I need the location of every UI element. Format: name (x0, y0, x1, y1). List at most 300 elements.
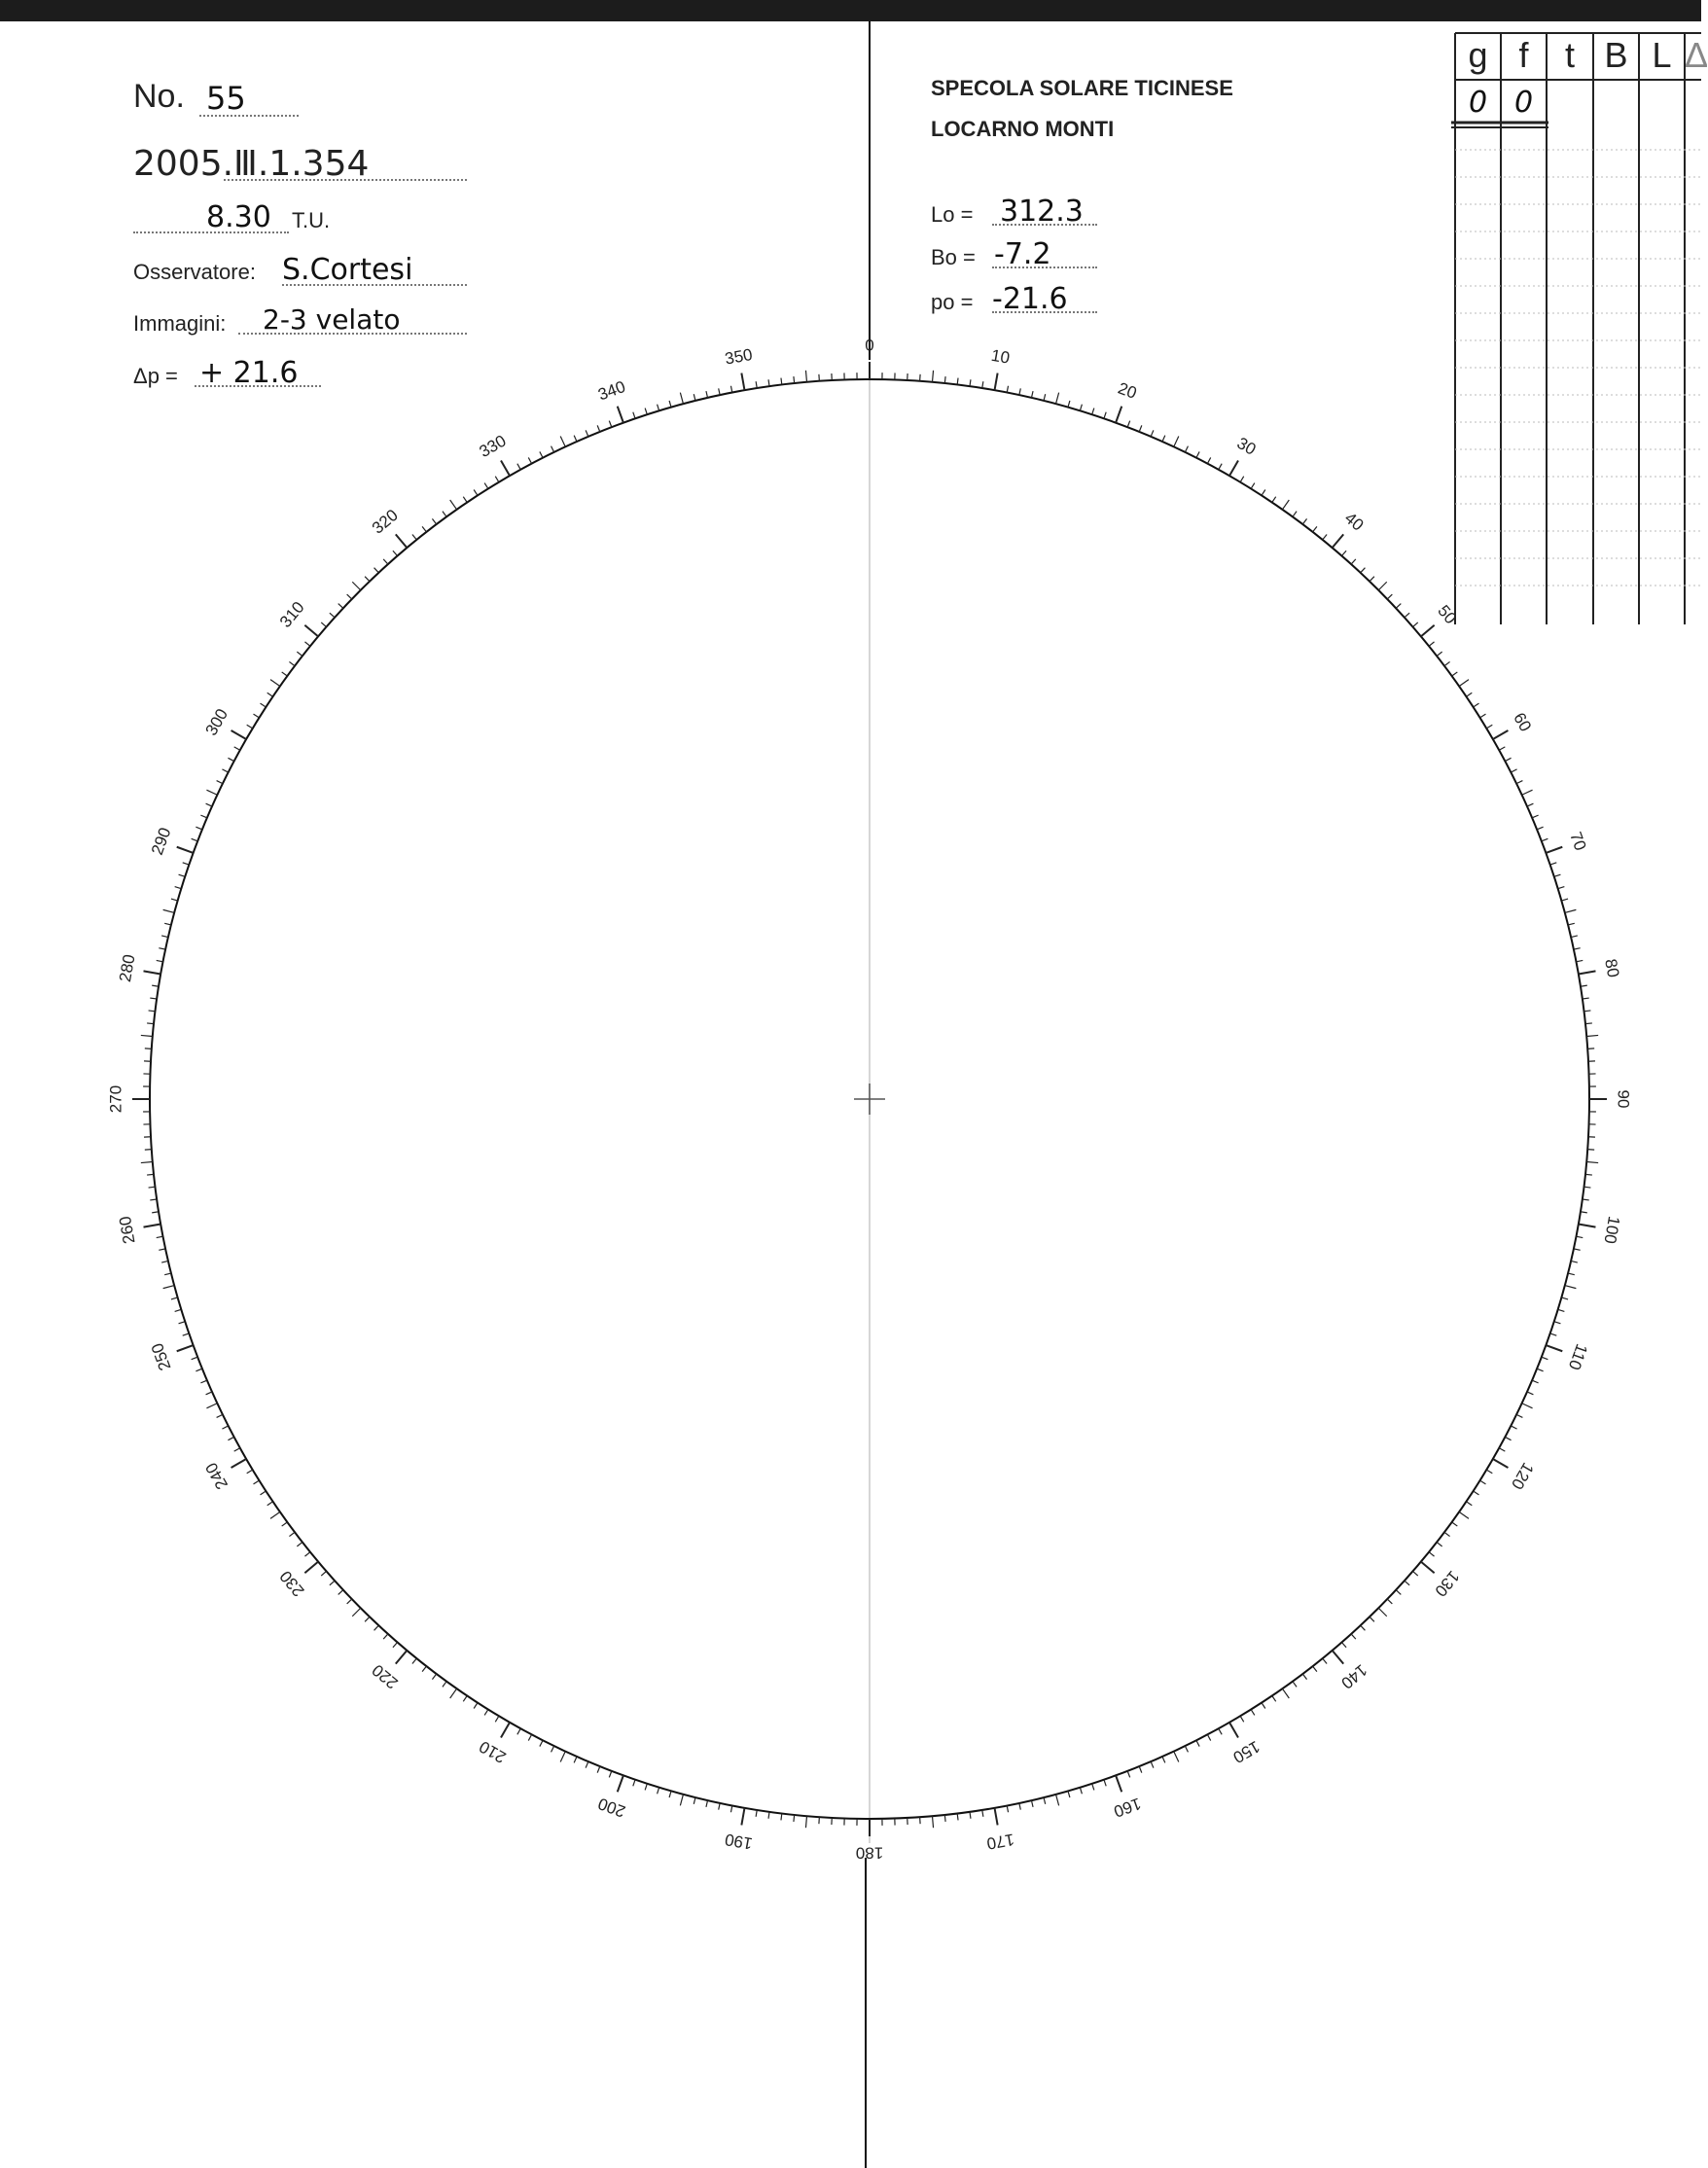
tick-95 (1586, 1161, 1598, 1162)
tick-97 (1583, 1187, 1590, 1188)
tick-332 (528, 457, 531, 463)
tick-98 (1583, 1199, 1589, 1200)
tick-51 (1429, 642, 1434, 646)
l0-value: 312.3 (1000, 195, 1084, 229)
tick-37 (1302, 518, 1306, 524)
tick-240 (231, 1459, 247, 1468)
delta-p-label: Δp = (133, 364, 178, 388)
time-unit-label: T.U. (292, 208, 331, 232)
tick-159 (1127, 1771, 1130, 1778)
tick-77 (1571, 936, 1578, 938)
tick-320 (396, 534, 408, 548)
tick-153 (1196, 1740, 1199, 1746)
tick-278 (150, 998, 157, 999)
tick-244 (217, 1414, 223, 1417)
dial-label-210: 210 (476, 1736, 510, 1767)
tick-118 (1505, 1437, 1511, 1439)
tick-264 (147, 1174, 154, 1175)
b0-label: Bo = (931, 245, 976, 269)
tick-151 (1219, 1728, 1222, 1734)
tick-322 (422, 526, 426, 532)
tick-196 (669, 1791, 671, 1797)
tick-152 (1207, 1734, 1210, 1740)
tick-234 (282, 1522, 288, 1526)
tick-283 (161, 936, 168, 938)
tick-28 (1207, 457, 1210, 463)
tick-43 (1361, 568, 1366, 573)
tick-193 (706, 1800, 708, 1807)
tick-231 (304, 1552, 309, 1556)
tick-290 (177, 847, 194, 853)
tick-279 (152, 985, 159, 986)
tick-55 (1459, 680, 1469, 687)
tick-157 (1151, 1761, 1154, 1767)
tick-27 (1196, 451, 1199, 457)
tick-300 (231, 730, 247, 739)
tick-84 (1585, 1023, 1592, 1024)
tick-246 (206, 1392, 212, 1395)
tick-351 (756, 381, 757, 388)
observer-value: S.Cortesi (282, 253, 413, 287)
tick-314 (347, 594, 352, 599)
tick-128 (1437, 1543, 1442, 1546)
tick-106 (1561, 1297, 1568, 1299)
tick-45 (1378, 582, 1386, 589)
tick-292 (196, 827, 201, 830)
images-label: Immagini: (133, 311, 227, 336)
tick-5 (932, 371, 933, 382)
tick-54 (1452, 672, 1458, 676)
tick-281 (157, 960, 163, 961)
tick-327 (474, 490, 478, 496)
tick-187 (781, 1813, 782, 1820)
tick-85 (1586, 1035, 1598, 1036)
tick-223 (374, 1625, 379, 1630)
tick-10 (994, 373, 997, 391)
tick-83 (1583, 1011, 1590, 1012)
table-header-delta: Δ (1685, 35, 1708, 75)
tick-14 (1044, 394, 1046, 401)
tick-249 (192, 1357, 198, 1360)
tick-46 (1387, 594, 1392, 599)
dial-label-230: 230 (275, 1567, 308, 1601)
tick-245 (206, 1404, 217, 1408)
tick-110 (1546, 1345, 1562, 1351)
tick-321 (412, 534, 416, 539)
dial-label-340: 340 (595, 376, 628, 405)
dial-label-270: 270 (106, 1084, 125, 1114)
tick-308 (297, 652, 302, 656)
tick-103 (1571, 1261, 1578, 1262)
tick-338 (597, 425, 600, 431)
tick-127 (1444, 1532, 1450, 1536)
tick-76 (1568, 923, 1575, 925)
tick-248 (196, 1368, 201, 1371)
tick-207 (540, 1740, 543, 1746)
tick-295 (206, 790, 217, 795)
tick-136 (1370, 1617, 1374, 1621)
delta-p-value: + 21.6 (199, 356, 299, 390)
tick-252 (179, 1322, 186, 1324)
tick-318 (383, 559, 388, 564)
tick-120 (1493, 1459, 1509, 1468)
tick-6 (944, 376, 945, 383)
tick-209 (517, 1728, 520, 1734)
images-value: 2-3 velato (263, 303, 401, 336)
tick-32 (1251, 483, 1255, 489)
tick-107 (1558, 1309, 1565, 1311)
tick-256 (164, 1273, 171, 1275)
tick-313 (338, 604, 343, 609)
dial-label-350: 350 (723, 344, 755, 369)
tick-67 (1532, 815, 1538, 818)
tick-50 (1421, 625, 1435, 637)
tick-116 (1516, 1414, 1522, 1417)
tick-225 (352, 1608, 360, 1616)
tick-242 (228, 1437, 233, 1439)
tick-137 (1361, 1625, 1366, 1630)
tick-228 (330, 1581, 335, 1585)
tick-70 (1546, 847, 1562, 853)
tick-251 (183, 1333, 190, 1335)
tick-41 (1341, 551, 1346, 555)
tick-263 (149, 1187, 156, 1188)
tick-185 (805, 1816, 806, 1828)
tick-65 (1522, 790, 1533, 795)
p0-value: -21.6 (992, 282, 1068, 316)
tick-138 (1351, 1634, 1356, 1639)
tick-154 (1185, 1746, 1188, 1752)
tick-7 (957, 378, 958, 385)
tick-204 (574, 1757, 577, 1762)
tick-119 (1499, 1448, 1505, 1451)
tick-80 (1579, 971, 1596, 974)
tick-298 (228, 758, 233, 761)
tick-31 (1240, 477, 1244, 482)
tick-355 (805, 371, 806, 382)
tick-34 (1272, 497, 1276, 503)
tick-99 (1581, 1212, 1587, 1213)
tick-126 (1452, 1522, 1458, 1526)
tick-238 (254, 1480, 260, 1484)
tick-250 (177, 1345, 194, 1351)
dial-label-120: 120 (1507, 1459, 1538, 1493)
tick-195 (680, 1795, 683, 1806)
tick-261 (152, 1212, 159, 1213)
tick-108 (1554, 1322, 1561, 1324)
tick-15 (1056, 393, 1059, 405)
date-value: 2005.Ⅲ.1.354 (133, 144, 370, 184)
tick-175 (932, 1816, 933, 1828)
tick-115 (1522, 1404, 1533, 1408)
p0-label: po = (931, 290, 974, 314)
tick-75 (1565, 909, 1577, 912)
tick-57 (1474, 703, 1479, 707)
dial-label-60: 60 (1510, 709, 1536, 735)
tick-160 (1116, 1775, 1121, 1792)
tick-253 (175, 1309, 182, 1311)
dial-label-110: 110 (1564, 1341, 1591, 1373)
tick-47 (1396, 604, 1401, 609)
tick-198 (645, 1784, 647, 1791)
dial-label-250: 250 (147, 1340, 175, 1373)
tick-25 (1174, 436, 1179, 446)
tick-56 (1466, 693, 1472, 696)
tick-277 (149, 1011, 156, 1012)
tick-199 (633, 1780, 635, 1787)
tick-19 (1104, 412, 1106, 419)
tick-104 (1568, 1273, 1575, 1275)
tick-189 (756, 1810, 757, 1817)
tick-17 (1080, 405, 1082, 411)
table-header-l: L (1652, 35, 1672, 75)
tick-307 (289, 661, 295, 665)
tick-247 (200, 1380, 206, 1383)
tick-158 (1139, 1766, 1142, 1772)
tick-333 (540, 451, 543, 457)
tick-239 (247, 1470, 253, 1474)
tick-265 (141, 1161, 153, 1162)
tick-173 (957, 1813, 958, 1820)
tick-221 (393, 1642, 398, 1647)
tick-220 (396, 1651, 408, 1664)
tick-337 (586, 430, 588, 436)
tick-282 (159, 948, 165, 949)
tick-30 (1229, 461, 1238, 477)
tick-235 (270, 1511, 280, 1518)
tick-164 (1068, 1791, 1070, 1797)
tick-299 (234, 747, 240, 750)
tick-208 (528, 1734, 531, 1740)
tick-68 (1537, 827, 1543, 830)
tick-275 (141, 1035, 153, 1036)
tick-44 (1370, 577, 1374, 582)
tick-66 (1527, 803, 1533, 806)
dial-label-330: 330 (476, 431, 510, 462)
tick-78 (1574, 948, 1581, 949)
dial-label-70: 70 (1566, 829, 1590, 854)
dial-label-260: 260 (115, 1214, 139, 1246)
tick-241 (234, 1448, 240, 1451)
tick-33 (1262, 490, 1265, 496)
tick-163 (1080, 1788, 1082, 1795)
tick-340 (618, 407, 623, 423)
tick-222 (383, 1634, 388, 1639)
dial-label-50: 50 (1434, 601, 1461, 628)
tick-188 (768, 1812, 769, 1819)
tick-161 (1104, 1780, 1106, 1787)
tick-63 (1511, 769, 1516, 772)
tick-350 (741, 373, 744, 391)
tick-69 (1542, 838, 1548, 841)
tick-147 (1262, 1703, 1265, 1709)
tick-331 (517, 464, 520, 470)
tick-22 (1139, 425, 1142, 431)
tick-166 (1044, 1797, 1046, 1804)
number-label: No. (133, 78, 185, 115)
tick-197 (658, 1788, 659, 1795)
tick-111 (1542, 1357, 1548, 1360)
tick-168 (1019, 1803, 1020, 1810)
tick-311 (321, 622, 326, 627)
tick-328 (484, 483, 488, 489)
tick-24 (1162, 436, 1165, 442)
tick-145 (1282, 1688, 1289, 1698)
dial-label-290: 290 (147, 825, 175, 858)
tick-79 (1576, 960, 1583, 961)
tick-21 (1127, 421, 1130, 428)
tick-287 (175, 887, 182, 889)
tick-354 (794, 376, 795, 383)
tick-49 (1412, 622, 1417, 627)
tick-129 (1429, 1552, 1434, 1556)
tick-284 (164, 923, 171, 925)
tick-192 (719, 1803, 720, 1810)
dial-label-190: 190 (723, 1830, 755, 1854)
tick-114 (1527, 1392, 1533, 1395)
dial-label-300: 300 (201, 705, 232, 739)
tick-306 (282, 672, 288, 676)
dial-label-40: 40 (1340, 508, 1368, 535)
tick-211 (495, 1716, 499, 1722)
tick-74 (1561, 899, 1568, 901)
tick-203 (586, 1761, 588, 1767)
tick-190 (741, 1808, 744, 1826)
tick-289 (183, 863, 190, 865)
dial-label-160: 160 (1111, 1794, 1144, 1822)
dial-label-130: 130 (1431, 1567, 1464, 1601)
tick-348 (719, 388, 720, 395)
dial-label-30: 30 (1233, 433, 1260, 459)
tick-171 (982, 1810, 983, 1817)
tick-301 (247, 725, 253, 729)
tick-131 (1412, 1571, 1417, 1576)
tick-257 (161, 1261, 168, 1262)
tick-243 (222, 1426, 228, 1429)
tick-286 (171, 899, 178, 901)
tick-237 (261, 1491, 267, 1495)
tick-210 (501, 1723, 510, 1738)
table-cell-f: 0 (1513, 86, 1534, 120)
tick-124 (1466, 1502, 1472, 1506)
tick-139 (1341, 1642, 1346, 1647)
tick-219 (412, 1658, 416, 1663)
dial-label-220: 220 (368, 1660, 402, 1693)
tick-9 (982, 381, 983, 388)
tick-144 (1293, 1682, 1297, 1688)
tick-294 (206, 803, 212, 806)
tick-143 (1302, 1674, 1306, 1680)
tick-230 (304, 1562, 318, 1574)
tick-285 (163, 909, 175, 912)
tick-174 (944, 1815, 945, 1822)
tick-100 (1579, 1224, 1596, 1226)
tick-258 (159, 1249, 165, 1250)
tick-121 (1486, 1470, 1492, 1474)
tick-201 (609, 1771, 612, 1778)
tick-288 (179, 874, 186, 876)
tick-52 (1437, 652, 1442, 656)
tick-141 (1323, 1658, 1327, 1663)
tick-62 (1505, 758, 1511, 761)
tick-71 (1550, 863, 1557, 865)
tick-149 (1240, 1716, 1244, 1722)
tick-200 (618, 1775, 623, 1792)
tick-212 (484, 1710, 488, 1716)
tick-302 (254, 714, 260, 718)
dial-label-170: 170 (984, 1830, 1016, 1854)
time-value: 8.30 (206, 200, 271, 234)
tick-215 (450, 1688, 457, 1698)
tick-142 (1313, 1666, 1317, 1672)
tick-18 (1092, 409, 1094, 415)
observatory-location: LOCARNO MONTI (931, 117, 1115, 141)
tick-342 (645, 409, 647, 415)
tick-329 (495, 477, 499, 482)
tick-135 (1378, 1608, 1386, 1616)
tick-347 (706, 391, 708, 398)
tick-205 (560, 1752, 565, 1762)
tick-39 (1323, 534, 1327, 539)
dial-label-180: 180 (855, 1843, 884, 1863)
tick-96 (1585, 1174, 1592, 1175)
tick-20 (1116, 407, 1121, 423)
tick-40 (1333, 534, 1344, 548)
tick-316 (365, 577, 370, 582)
tick-148 (1251, 1710, 1255, 1716)
tick-293 (200, 815, 206, 818)
tick-101 (1576, 1236, 1583, 1237)
number-value: 55 (206, 80, 246, 117)
tick-155 (1174, 1752, 1179, 1762)
tick-132 (1405, 1581, 1409, 1585)
tick-16 (1068, 401, 1070, 408)
tick-339 (609, 421, 612, 428)
tick-109 (1550, 1333, 1557, 1335)
observatory-name: SPECOLA SOLARE TICINESE (931, 76, 1233, 100)
tick-255 (163, 1286, 175, 1289)
dial-label-150: 150 (1229, 1736, 1263, 1767)
tick-325 (450, 500, 457, 510)
tick-42 (1351, 559, 1356, 564)
tick-53 (1444, 661, 1450, 665)
tick-323 (432, 518, 436, 524)
b0-value: -7.2 (994, 237, 1051, 271)
tick-11 (1007, 386, 1008, 393)
tick-304 (267, 693, 273, 696)
tick-260 (144, 1224, 161, 1226)
tick-194 (694, 1797, 695, 1804)
tick-344 (669, 401, 671, 408)
dial-label-310: 310 (275, 597, 308, 631)
tick-167 (1031, 1800, 1033, 1807)
tick-254 (171, 1297, 178, 1299)
tick-81 (1581, 985, 1587, 986)
tick-38 (1313, 526, 1317, 532)
tick-229 (321, 1571, 326, 1576)
tick-146 (1272, 1695, 1276, 1701)
tick-202 (597, 1766, 600, 1772)
tick-130 (1421, 1562, 1435, 1574)
tick-305 (270, 680, 280, 687)
tick-125 (1459, 1511, 1469, 1518)
tick-23 (1151, 430, 1154, 436)
tick-140 (1333, 1651, 1344, 1664)
tick-312 (330, 613, 335, 618)
dial-label-0: 0 (865, 336, 874, 355)
tick-133 (1396, 1590, 1401, 1595)
tick-319 (393, 551, 398, 555)
